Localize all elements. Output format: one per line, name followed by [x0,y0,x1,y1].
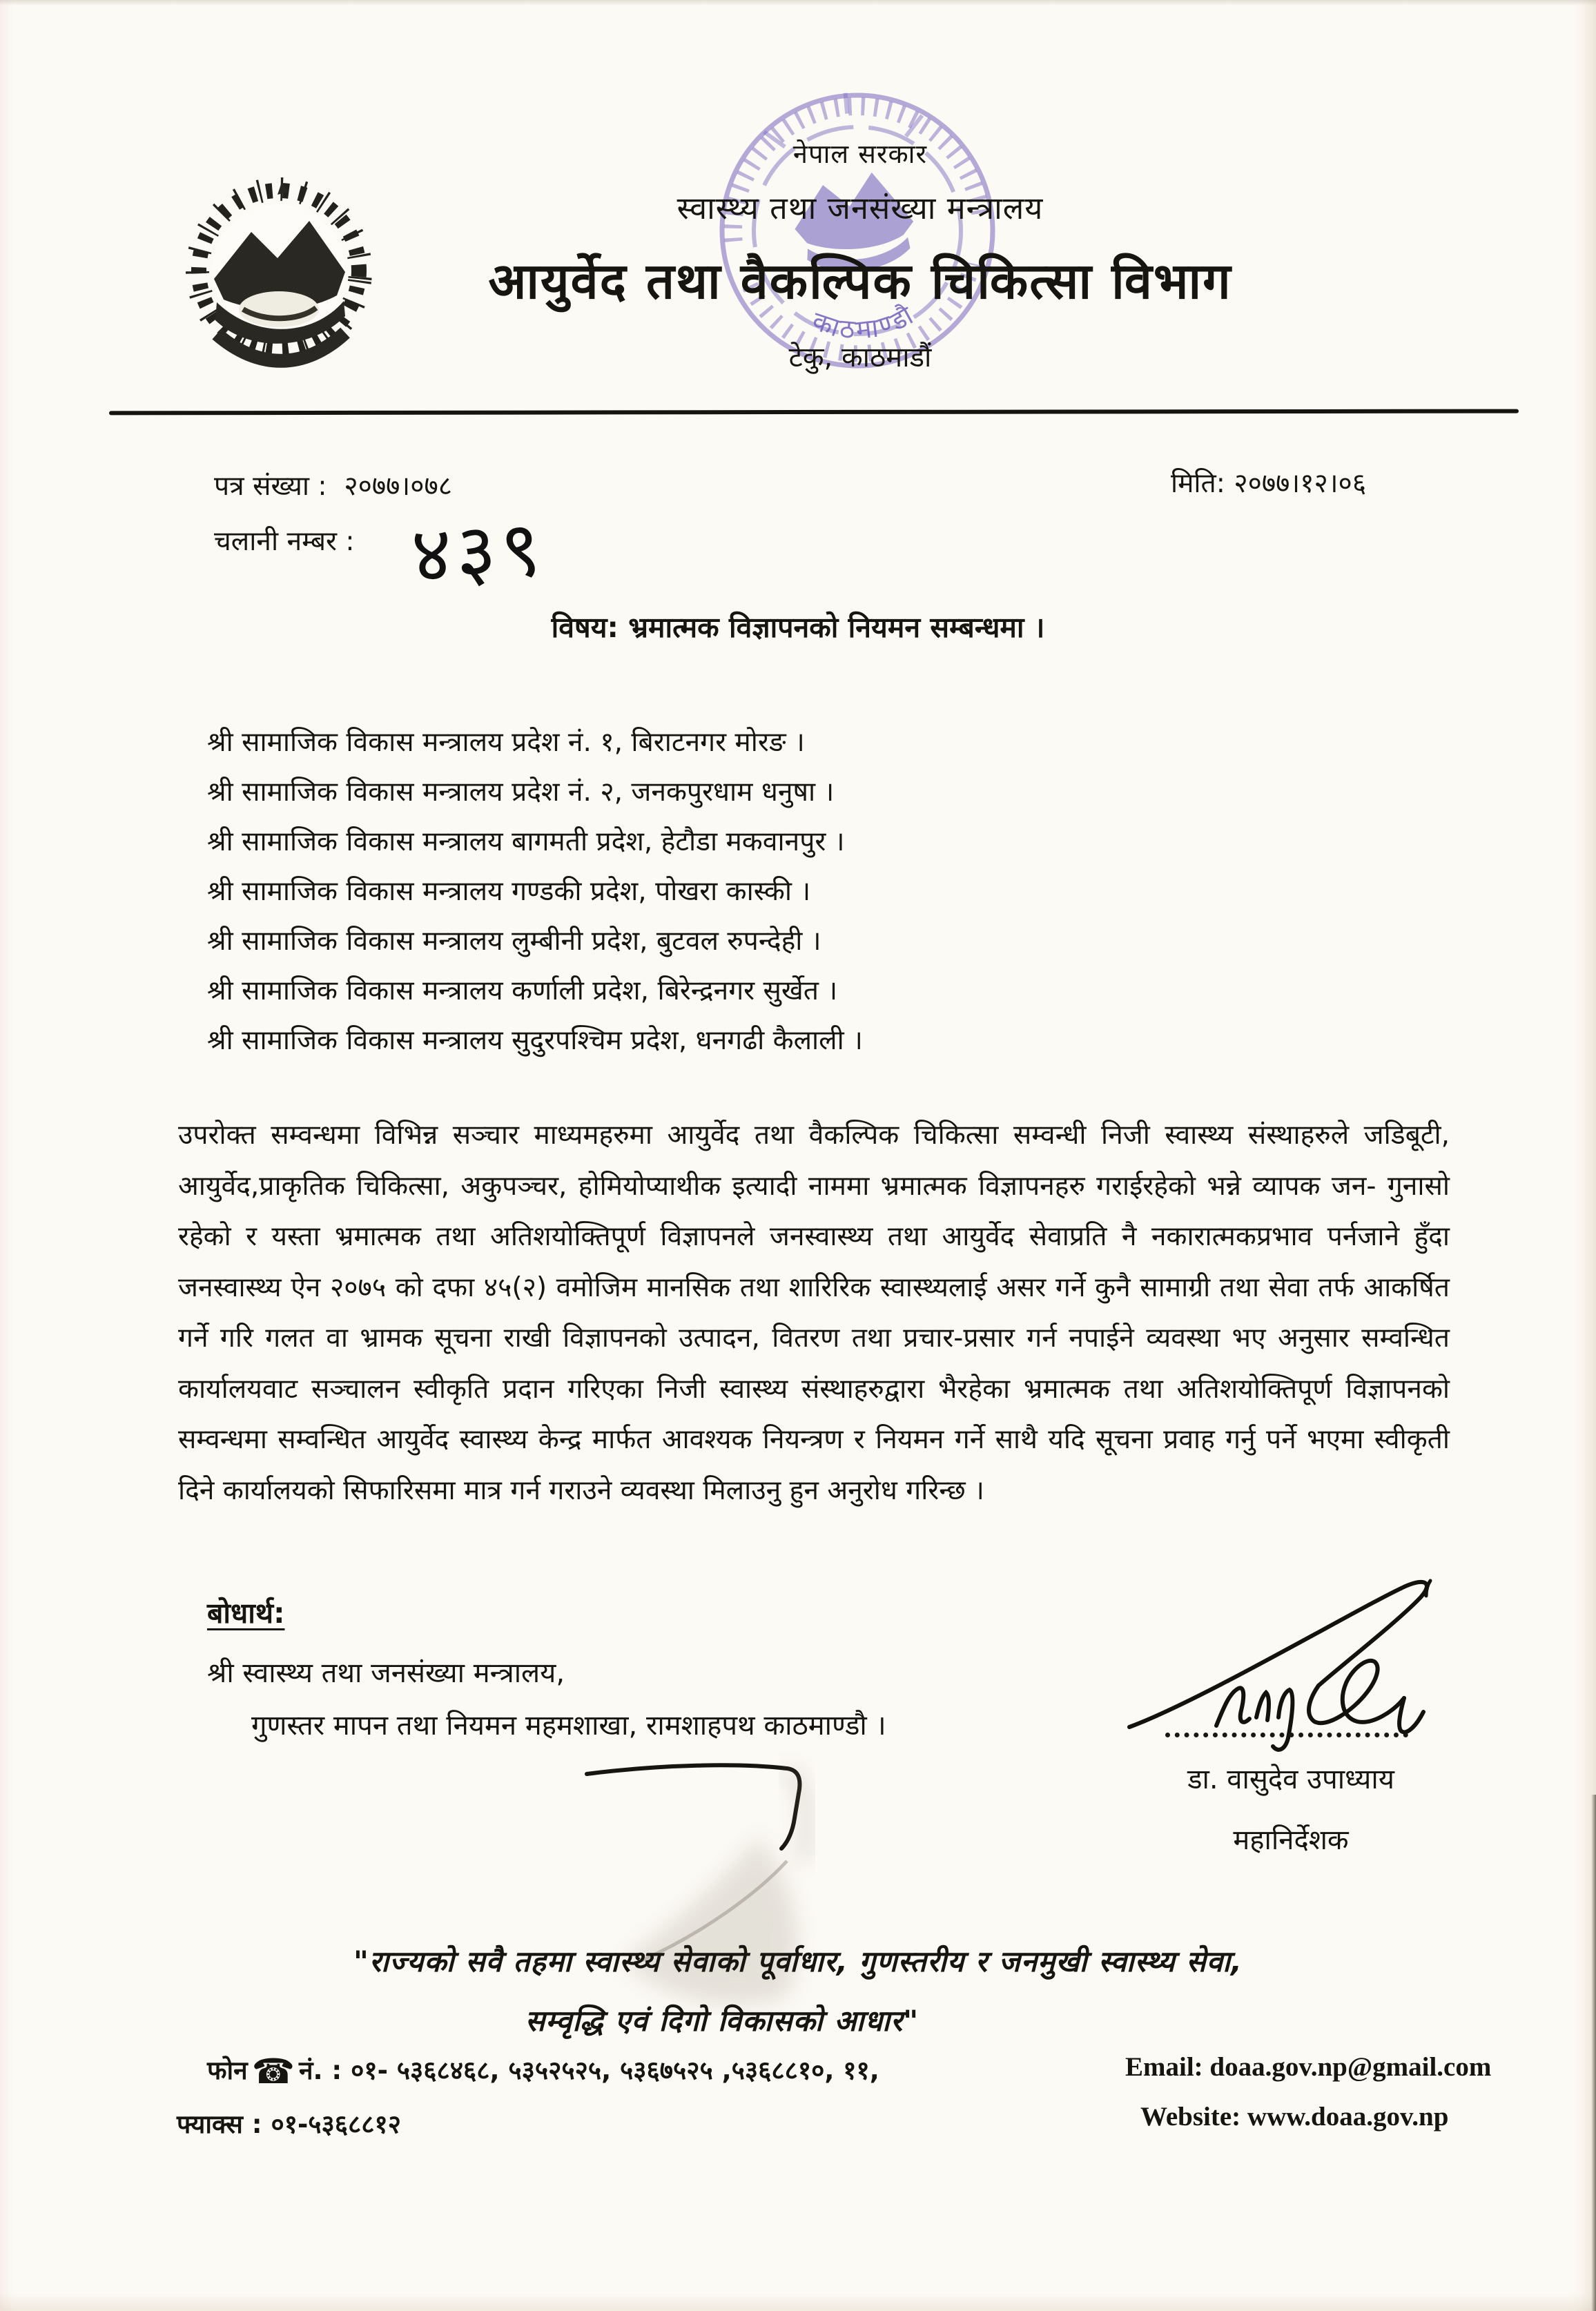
fax-row: फ्याक्स : ०१-५३६८८१२ [177,2109,401,2139]
ref-value: २०७७।०७८ [344,471,453,502]
date-label: मिति: [1171,468,1225,499]
phone-row [207,2051,879,2091]
recipient-line: श्री सामाजिक विकास मन्त्रालय लुम्बीनी प्रदेश, बुटवल रुपन्देही । [207,926,821,957]
recipient-line: श्री सामाजिक विकास मन्त्रालय गण्डकी प्रदेश, पोखरा कास्की । [207,876,811,907]
ref-label: पत्र संख्या : [214,471,327,502]
stamp-bottom-text: काठमाण्डौ [808,298,921,346]
subject-line: विषय: भ्रमात्मक विज्ञापनको नियमन सम्बन्धमा । [551,611,1045,644]
cc-line-1: श्री स्वास्थ्य तथा जनसंख्या मन्त्रालय, [207,1657,565,1689]
email-value: doaa.gov.np@gmail.com [1209,2052,1492,2082]
date-value: २०७७।१२।०६ [1234,468,1367,499]
cc-line-2: गुणस्तर मापन तथा नियमन महमशाखा, रामशाहपथ काठमाण्डौ । [251,1710,886,1742]
dispatch-number-handwritten: ४३९ [409,504,547,601]
phone-numbers: नं. : ०१- ५३६८४६८, ५३५२५२५, ५३६७५२५ ,५३६८८१०, ११, [298,2056,879,2085]
signatory-name: डा. वासुदेव उपाध्याय [1187,1764,1394,1795]
website-row [1140,2101,1448,2132]
website-value: www.doaa.gov.np [1247,2102,1449,2132]
footer-quote-line-2: सम्वृद्धि एवं दिगो विकासको आधार" [525,2004,919,2038]
header-divider [109,409,1519,416]
telephone-icon: ☎ [251,2051,295,2091]
scan-edge-shadow [1591,1795,1596,2311]
recipient-line: श्री सामाजिक विकास मन्त्रालय बागमती प्रदेश, हेटौडा मकवानपुर । [207,826,845,857]
recipient-line: श्री सामाजिक विकास मन्त्रालय प्रदेश नं. १, बिराटनगर मोरङ । [207,727,805,758]
recipient-line: श्री सामाजिक विकास मन्त्रालय सुदुरपश्चिम प्रदेश, धनगढी कैलाली । [207,1025,863,1056]
ref-number-row [214,467,452,503]
phone-label: फोन [207,2056,248,2085]
website-label: Website: [1140,2102,1241,2132]
scan-edge-bottom [0,2293,1596,2311]
scan-edge-top [0,0,1596,6]
letterhead-department: आयुर्वेद तथा वैकल्पिक चिकित्सा विभाग [488,252,1232,310]
letterhead-address: टेकु, काठमाडौं [788,342,932,373]
date-row [1171,464,1366,500]
recipient-line: श्री सामाजिक विकास मन्त्रालय प्रदेश नं. २, जनकपुरधाम धनुषा । [207,777,835,808]
signature-dotted-line [1165,1705,1408,1737]
recipient-line: श्री सामाजिक विकास मन्त्रालय कर्णाली प्रदेश, बिरेन्द्रनगर सुर्खेत । [207,975,838,1006]
letterhead-government: नेपाल सरकार [792,139,928,169]
cc-label: बोधार्थ: [207,1597,285,1630]
recipient-list [207,718,863,1066]
email-row [1125,2051,1491,2083]
dispatch-label: चलानी नम्बर : [214,526,355,557]
email-label: Email: [1125,2052,1203,2082]
letterhead-ministry: स्वास्थ्य तथा जनसंख्या मन्त्रालय [677,190,1044,226]
letter-body: उपरोक्त सम्वन्धमा विभिन्न सञ्चार माध्यमहरुमा आयुर्वेद तथा वैकल्पिक चिकित्सा सम्वन्धी निजी स्वास्थ्य संस्थाहरुले जडिबूटी, आयुर्वेद,प्राकृतिक चिकित्सा, अकुपञ्चर, होमियोप्याथीक इत्यादी नाममा भ्रमात्मक विज्ञापनहरु गराईरहेको भन्ने व्यापक जन- गुनासो रहेको र यस्ता भ्रमात्मक तथा अतिशयोक्तिपूर्ण विज्ञापनले जनस्वास्थ्य तथा आयुर्वेद सेवाप्रति नै नकारात्मकप्रभाव पर्नजाने हुँदा जनस्वास्थ्य ऐन २०७५ को दफा ४५(२) वमोजिम मानसिक तथा शारिरिक स्वास्थ्यलाई असर गर्ने कुनै सामाग्री तथा सेवा तर्फ आकर्षित गर्ने गरि गलत वा भ्रामक सूचना राखी विज्ञापनको उत्पादन, वितरण तथा प्रचार-प्रसार गर्न नपाईने व्यवस्था भए अनुसार सम्वन्धित कार्यालयवाट सञ्चालन स्वीकृति प्रदान गरिएका निजी स्वास्थ्य संस्थाहरुद्वारा भैरहेका भ्रमात्मक तथा अतिशयोक्तिपूर्ण विज्ञापनको सम्वन्धमा सम्वन्धित आयुर्वेद स्वास्थ्य केन्द्र मार्फत आवश्यक नियन्त्रण र नियमन गर्ने साथै यदि सूचना प्रवाह गर्नु पर्ने भएमा स्वीकृती दिने कार्यालयको सिफारिसमा मात्र गर्न गराउने व्यवस्था मिलाउनु हुन अनुरोध गरिन्छ । [178,1120,1450,1506]
footer-quote-line-1: "राज्यको सवै तहमा स्वास्थ्य सेवाको पूर्वाधार, गुणस्तरीय र जनमुखी स्वास्थ्य सेवा, [353,1944,1243,1978]
signatory-title: महानिर्देशक [1233,1824,1349,1856]
